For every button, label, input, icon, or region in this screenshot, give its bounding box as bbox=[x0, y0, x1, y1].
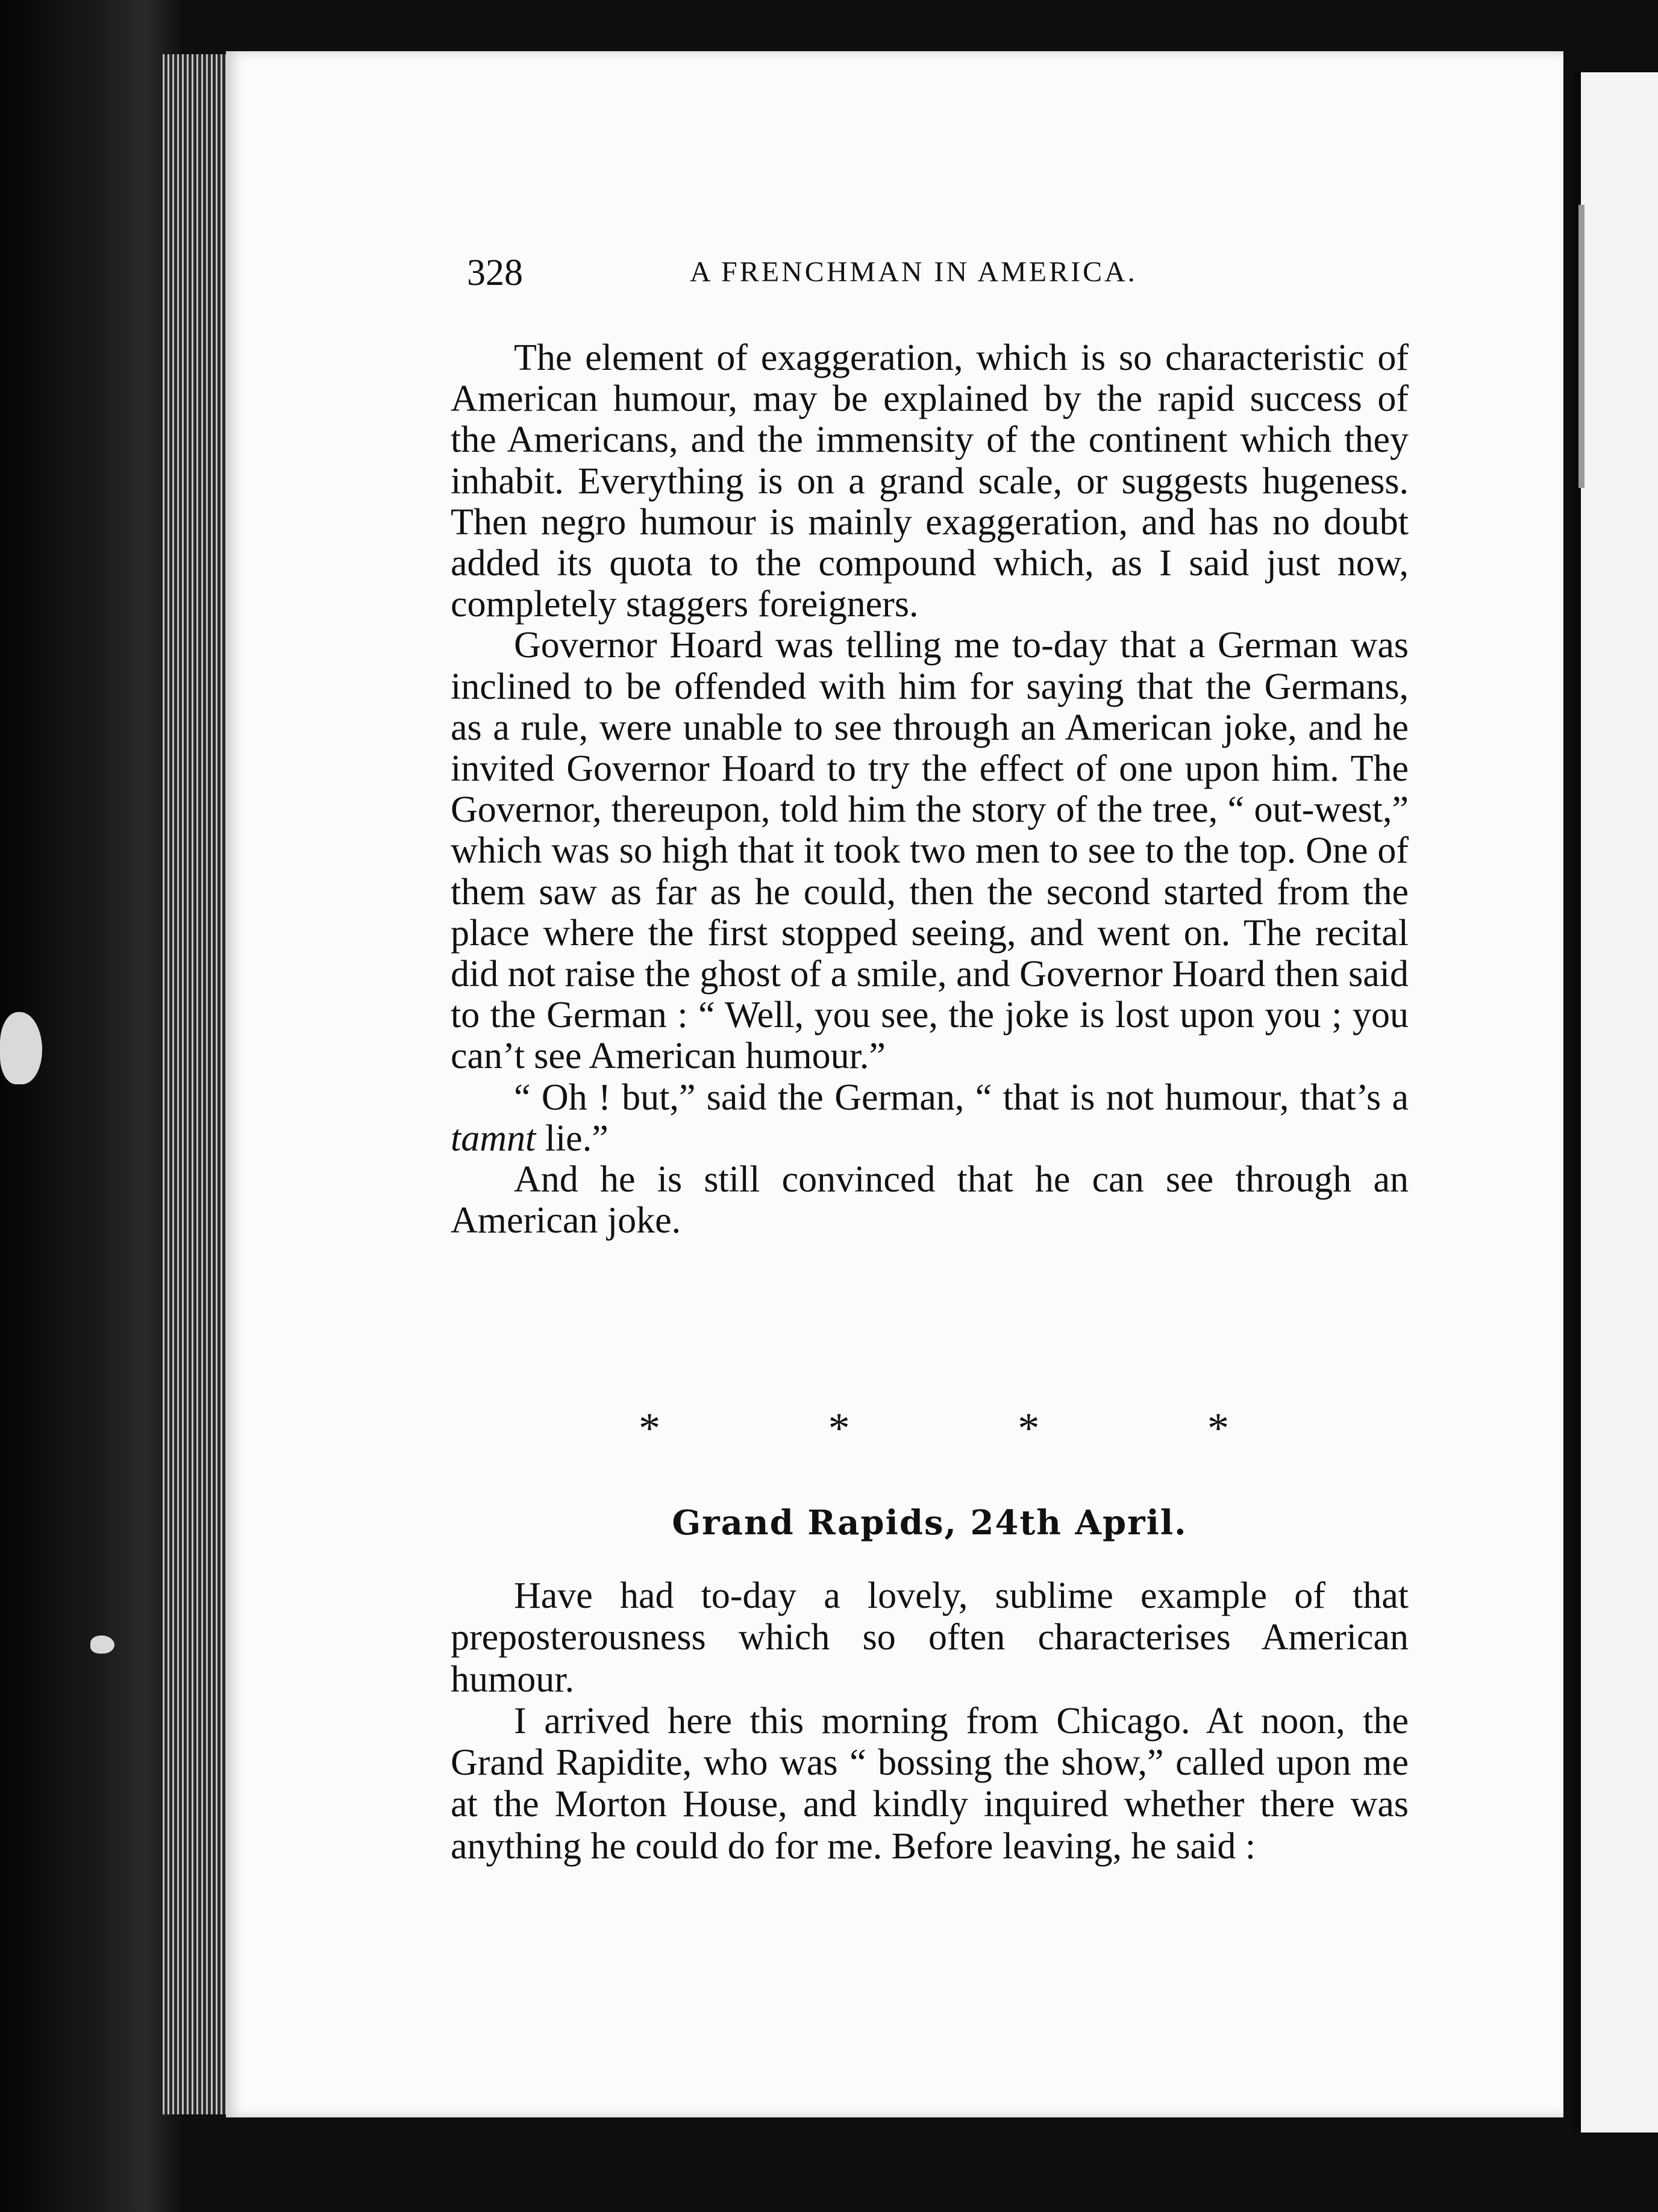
body-text-section2 bbox=[451, 1575, 1409, 1867]
adjacent-page-edge bbox=[1572, 72, 1658, 2132]
book-spine bbox=[0, 0, 181, 2212]
quote-italic: tamnt bbox=[451, 1117, 536, 1159]
paper-blemish bbox=[90, 1636, 114, 1654]
section-break bbox=[639, 1404, 1229, 1452]
running-header bbox=[467, 252, 1190, 300]
paragraph: And he is still convinced that he can see through an American joke. bbox=[451, 1159, 1409, 1242]
asterism: * bbox=[639, 1404, 660, 1452]
quote-paragraph bbox=[451, 1077, 1409, 1159]
dateline-heading: Grand Rapids, 24th April. bbox=[672, 1503, 1187, 1543]
body-text bbox=[451, 337, 1409, 1241]
paragraph: I arrived here this morning from Chicago. At noon, the Grand Rapidite, who was “ bossing the show,” called upon me at the Morton House, and kindly inquired whether there was anything he could do for me. Before leaving, he said : bbox=[451, 1700, 1409, 1867]
quote-text: “ Oh ! but,” said the German, “ that is not humour, that’s a bbox=[514, 1076, 1409, 1118]
asterism: * bbox=[1018, 1404, 1040, 1452]
page-edges bbox=[163, 54, 229, 2114]
paper-blemish bbox=[0, 1012, 42, 1084]
asterism: * bbox=[828, 1404, 850, 1452]
paragraph: Governor Hoard was telling me to-day that a German was inclined to be offended with him for saying that the Germans, as a rule, were unable to see through an American joke, and he invited Governor Hoard to try the effect of one upon him. The Governor, thereupon, told him the story of the tree, “ out-west,” which was so high that it took two men to see to the top. One of them saw as far as he could, then the second started from the place where the first stopped seeing, and went on. The recital did not raise the ghost of a smile, and Governor Hoard then said to the German : “ Well, you see, the joke is lost upon you ; you can’t see American humour.” bbox=[451, 625, 1409, 1077]
adjacent-page-mark bbox=[1578, 205, 1584, 488]
running-title: A FRENCHMAN IN AMERICA. bbox=[690, 256, 1137, 288]
quote-text-end: lie.” bbox=[536, 1117, 608, 1159]
paragraph: The element of exaggeration, which is so characteristic of American humour, may be explained by the rapid success of the Americans, and the immensity of the continent which they inhabit. Everything is on a grand scale, or suggests hugeness. Then negro humour is mainly exaggeration, and has no doubt added its quota to the compound which, as I said just now, completely staggers foreigners. bbox=[451, 337, 1409, 625]
paragraph: Have had to-day a lovely, sublime example of that preposterousness which so often characterises American humour. bbox=[451, 1575, 1409, 1700]
asterism: * bbox=[1207, 1404, 1229, 1452]
page-number: 328 bbox=[467, 252, 523, 293]
